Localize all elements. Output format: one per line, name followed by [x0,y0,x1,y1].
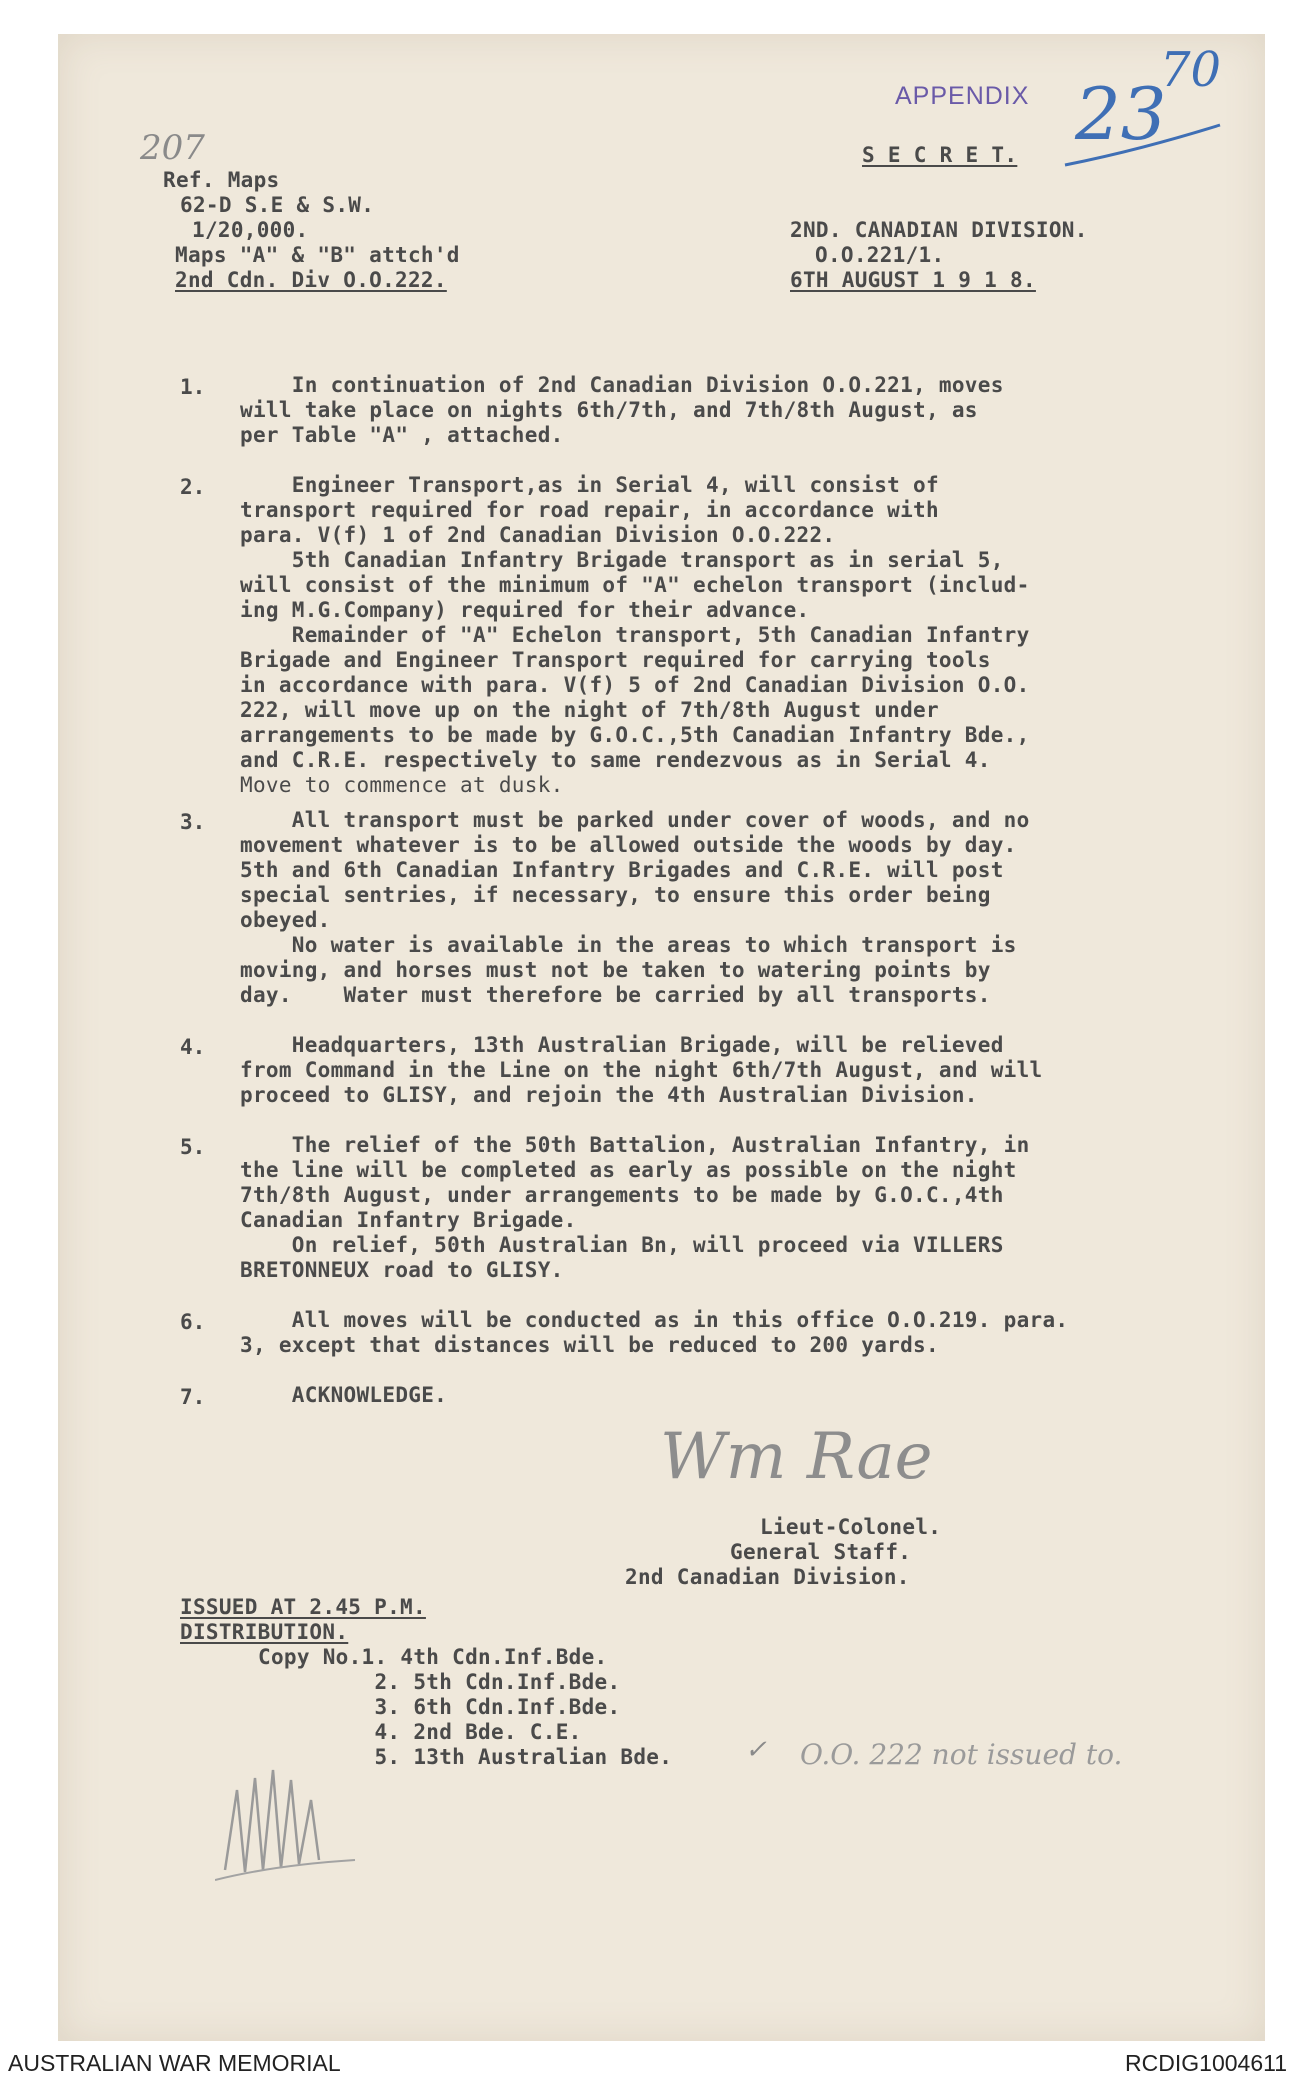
margin-note-checkmark: ✓ [745,1735,767,1765]
paragraph-line: from Command in the Line on the night 6th/7th August, and will [240,1058,1043,1082]
distribution-copy: 4. 2nd Bde. C.E. [258,1720,582,1744]
paragraph-line: in accordance with para. V(f) 5 of 2nd Canadian Division O.O. [240,673,1030,697]
paragraph-line: No water is available in the areas to which transport is [240,933,1017,957]
distribution-heading: DISTRIBUTION. [180,1620,349,1644]
ref-maps-line-1: Ref. Maps [163,168,280,192]
footer-source: AUSTRALIAN WAR MEMORIAL [8,2050,341,2076]
ref-maps-line-5: 2nd Cdn. Div O.O.222. [175,268,447,292]
appendix-stamp: APPENDIX [895,82,1030,110]
paragraph-5-number: 5. [180,1135,206,1159]
paragraph-line: Engineer Transport,as in Serial 4, will consist of [240,473,939,497]
distribution-copy: Copy No.1. 4th Cdn.Inf.Bde. [258,1645,608,1669]
paragraph-4-number: 4. [180,1035,206,1059]
ref-maps-line-2: 62-D S.E & S.W. [180,193,375,217]
distribution-copy: 3. 6th Cdn.Inf.Bde. [258,1695,621,1719]
pencil-initials-scribble [215,1760,365,1890]
paragraph-line: para. V(f) 1 of 2nd Canadian Division O.O.222. [240,523,836,547]
paragraph-line: BRETONNEUX road to GLISY. [240,1258,564,1282]
paragraph-line: 3, except that distances will be reduced to 200 yards. [240,1333,939,1357]
paragraph-line: transport required for road repair, in accordance with [240,498,939,522]
signature-unit: 2nd Canadian Division. [625,1565,910,1589]
paragraph-line: Headquarters, 13th Australian Brigade, will be relieved [240,1033,1004,1057]
paragraph-line: day. Water must therefore be carried by all transports. [240,983,991,1007]
handwritten-appendix-number: 23 [1075,72,1167,156]
paragraph-line: Brigade and Engineer Transport required for carrying tools [240,648,991,672]
paragraph-line: will take place on nights 6th/7th, and 7th/8th August, as [240,398,978,422]
signature-rank: Lieut-Colonel. [760,1515,942,1539]
paragraph-line: arrangements to be made by G.O.C.,5th Canadian Infantry Bde., [240,723,1030,747]
paragraph-line: will consist of the minimum of "A" echelon transport (includ- [240,573,1030,597]
paragraph-line: 5th and 6th Canadian Infantry Brigades and C.R.E. will post [240,858,1004,882]
paragraph-line: movement whatever is to be allowed outside the woods by day. [240,833,1017,857]
appendix-underline [1060,120,1230,180]
paragraph-line: the line will be completed as early as possible on the night [240,1158,1017,1182]
paragraph-line: ing M.G.Company) required for their advance. [240,598,810,622]
distribution-copy: 2. 5th Cdn.Inf.Bde. [258,1670,621,1694]
ref-maps-line-4: Maps "A" & "B" attch'd [175,243,460,267]
paragraph-line: obeyed. [240,908,331,932]
distribution-copy: 5. 13th Australian Bde. [258,1745,673,1769]
handwritten-appendix-superscript: 70 [1160,42,1222,98]
handwritten-page-number: 207 [140,128,205,168]
paragraph-line: On relief, 50th Australian Bn, will proceed via VILLERS [240,1233,1004,1257]
paragraph-line: Move to commence at dusk. [240,773,564,797]
paragraph-line: Remainder of "A" Echelon transport, 5th Canadian Infantry [240,623,1030,647]
division-heading: 2ND. CANADIAN DIVISION. [790,218,1088,242]
paragraph-line: 5th Canadian Infantry Brigade transport as in serial 5, [240,548,1004,572]
paragraph-line: 222, will move up on the night of 7th/8th August under [240,698,939,722]
issued-time: ISSUED AT 2.45 P.M. [180,1595,426,1619]
order-number: O.O.221/1. [815,243,945,267]
paragraph-line: proceed to GLISY, and rejoin the 4th Australian Division. [240,1083,978,1107]
paragraph-line: and C.R.E. respectively to same rendezvous as in Serial 4. [240,748,991,772]
paragraph-line: All transport must be parked under cover of woods, and no [240,808,1030,832]
margin-pencil-note: O.O. 222 not issued to. [800,1738,1123,1771]
paragraph-3-number: 3. [180,810,206,834]
paragraph-6-number: 6. [180,1310,206,1334]
paragraph-line: ACKNOWLEDGE. [240,1383,448,1407]
ref-maps-line-3: 1/20,000. [192,218,309,242]
paragraph-7-number: 7. [180,1385,206,1409]
paragraph-1-number: 1. [180,375,206,399]
paragraph-line: Canadian Infantry Brigade. [240,1208,577,1232]
paragraph-line: per Table "A" , attached. [240,423,564,447]
paragraph-2-number: 2. [180,475,206,499]
paragraph-line: 7th/8th August, under arrangements to be made by G.O.C.,4th [240,1183,1004,1207]
paragraph-line: The relief of the 50th Battalion, Australian Infantry, in [240,1133,1030,1157]
secret-heading: S E C R E T. [862,143,1018,167]
paragraph-line: In continuation of 2nd Canadian Division O.O.221, moves [240,373,1004,397]
signature-role: General Staff. [730,1540,912,1564]
paragraph-line: special sentries, if necessary, to ensure this order being [240,883,991,907]
footer-id: RCDIG1004611 [1125,2050,1287,2076]
paragraph-line: moving, and horses must not be taken to watering points by [240,958,991,982]
handwritten-signature: Wm Rae [660,1420,933,1494]
order-date: 6TH AUGUST 1 9 1 8. [790,268,1036,292]
paragraph-line: All moves will be conducted as in this office O.O.219. para. [240,1308,1069,1332]
